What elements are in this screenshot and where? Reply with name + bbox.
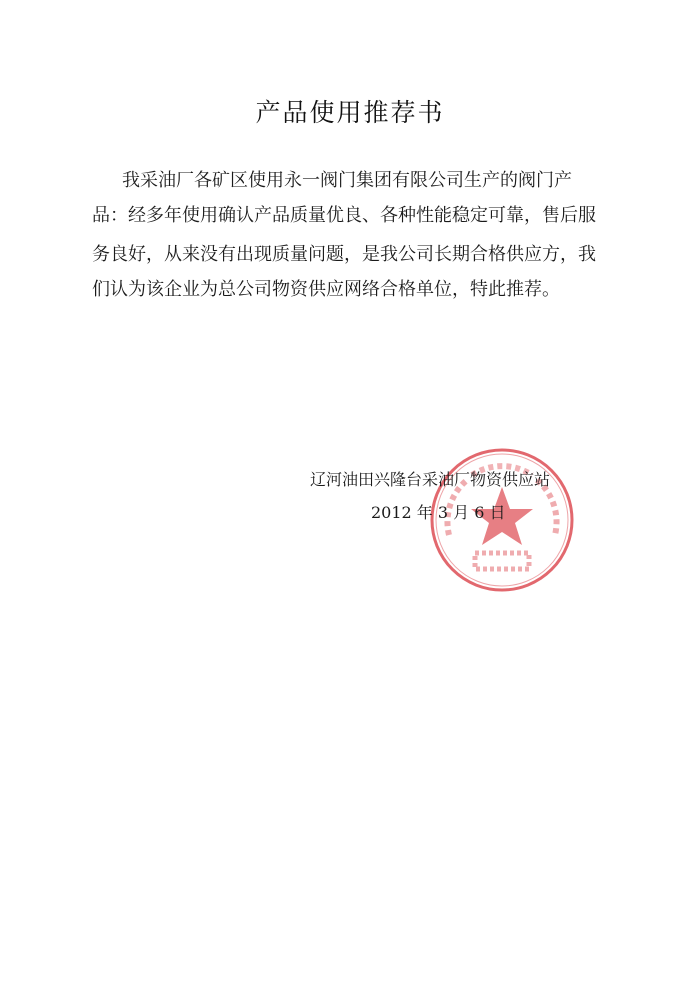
signature-date: 2012 年 3 月 6 日 xyxy=(371,503,506,522)
document-title: 产品使用推荐书 xyxy=(255,98,445,127)
body-line-1: 我采油厂各矿区使用永一阀门集团有限公司生产的阀门产 xyxy=(122,170,572,191)
body-line-3: 务良好，从来没有出现质量问题，是我公司长期合格供应方，我 xyxy=(92,244,596,265)
body-line-4: 们认为该企业为总公司物资供应网络合格单位，特此推荐。 xyxy=(92,279,560,300)
signature-organization: 辽河油田兴隆台采油厂物资供应站 xyxy=(310,470,551,489)
body-line-2: 品：经多年使用确认产品质量优良、各种性能稳定可靠，售后服 xyxy=(92,205,596,226)
